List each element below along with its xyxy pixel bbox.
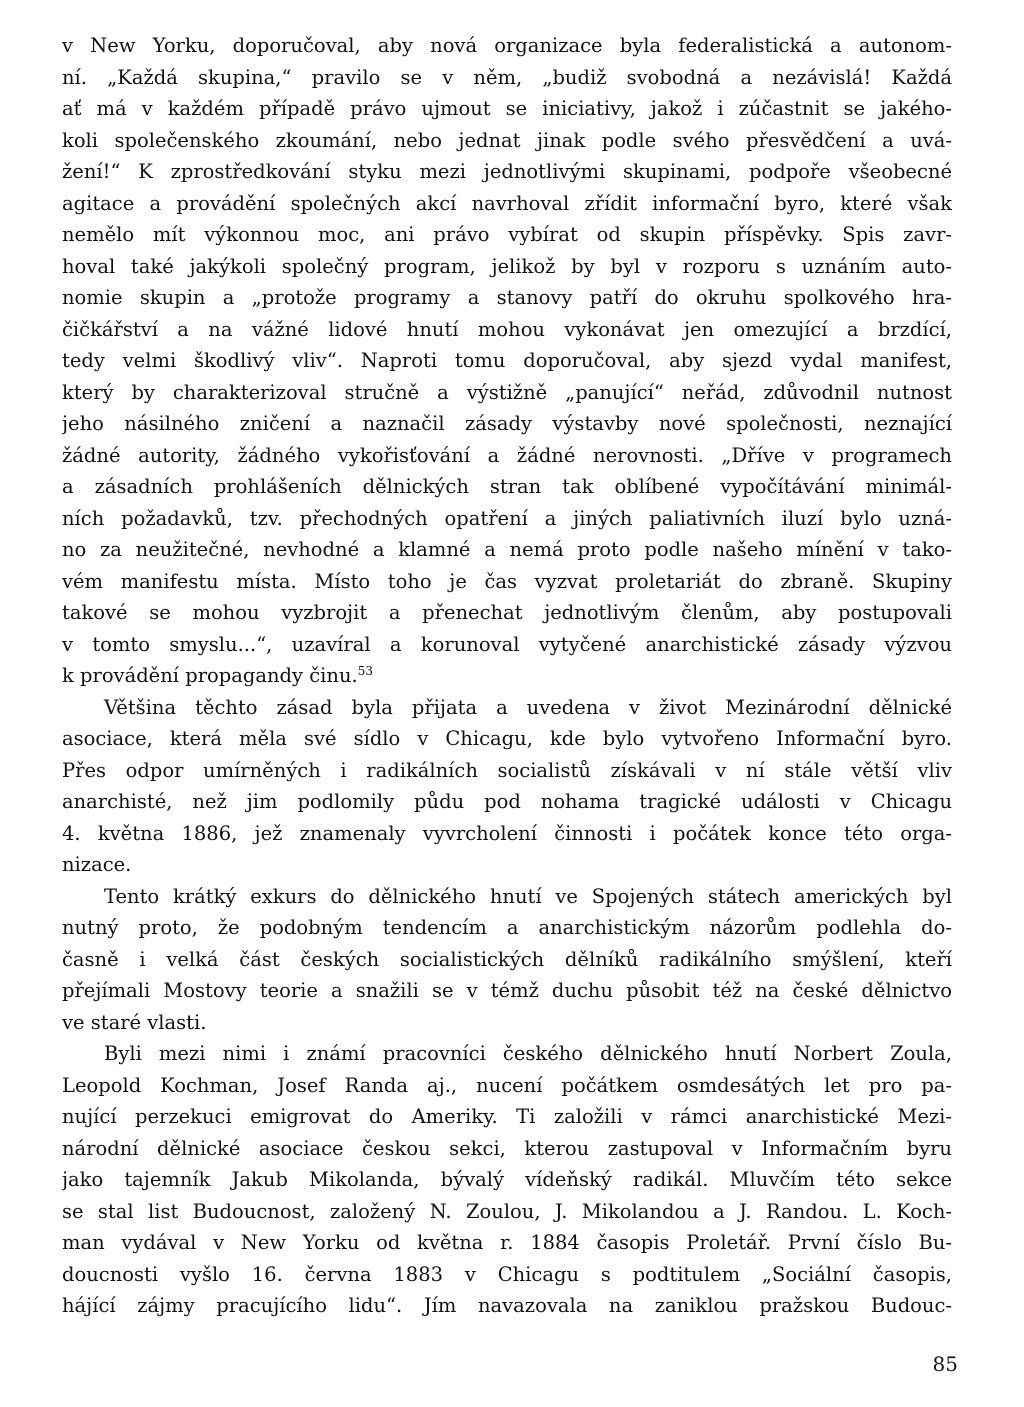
text-line-content: k provádění propagandy činu. xyxy=(62,664,358,687)
footnote-marker: 53 xyxy=(357,664,373,678)
text-line: přejímali Mostovy teorie a snažili se v témž duchu působit též na české dělnictvo xyxy=(62,979,952,1002)
paragraph-first-line: Většina těchto zásad byla přijata a uvedena v život Mezinárodní dělnické xyxy=(104,695,952,719)
text-line: vém manifestu místa. Místo toho je čas vyzvat proletariát do zbraně. Skupiny xyxy=(62,569,952,593)
text-line: 4. května 1886, jež znamenaly vyvrcholení činnosti i počátek konce této orga- xyxy=(62,821,952,845)
text-line: jeho násilného zničení a naznačil zásady výstavby nové společnosti, neznající xyxy=(62,412,952,435)
text-line: koli společenského zkoumání, nebo jednat jinak podle svého přesvědčení a uvá- xyxy=(62,128,952,152)
text-line: národní dělnické asociace českou sekci, kterou zastupoval v Informačním byru xyxy=(62,1136,952,1160)
text-line: agitace a provádění společných akcí navrhoval zřídit informační byro, které však xyxy=(62,191,952,215)
paragraph-first-line: Byli mezi nimi i známí pracovníci českého dělnického hnutí Norbert Zoula, xyxy=(104,1042,952,1065)
text-line: a zásadních prohlášeních dělnických stran tak oblíbené vypočítávání minimál- xyxy=(62,475,952,498)
text-line: žení!“ K zprostředkování styku mezi jednotlivými skupinami, podpoře všeobecné xyxy=(62,160,952,183)
text-line: ní. „Každá skupina,“ pravilo se v něm, „budiž svobodná a nezávislá! Každá xyxy=(62,65,952,89)
paragraph-end-line: ve staré vlasti. xyxy=(62,1010,207,1034)
text-line: no za neužitečné, nevhodné a klamné a nemá proto podle našeho mínění v tako- xyxy=(62,538,952,561)
text-line: hoval také jakýkoli společný program, jelikož by byl v rozporu s uznáním auto- xyxy=(62,254,952,278)
text-line: takové se mohou vyzbrojit a přenechat jednotlivým členům, aby postupovali xyxy=(62,601,952,624)
text-line: časně i velká část českých socialistických dělníků radikálního smýšlení, kteří xyxy=(62,947,952,971)
text-line: čičkářství a na vážné lidové hnutí mohou vykonávat jen omezující a brzdící, xyxy=(62,317,952,341)
text-line: nemělo mít výkonnou moc, ani právo vybírat od skupin příspěvky. Spis zavr- xyxy=(62,223,952,246)
text-line: asociace, která měla své sídlo v Chicagu, kde bylo vytvořeno Informační byro. xyxy=(62,727,952,750)
text-line: nující perzekuci emigrovat do Ameriky. Ti založili v rámci anarchistické Mezi- xyxy=(62,1105,952,1128)
paragraph-end-line: nizace. xyxy=(62,853,132,876)
page-number: 85 xyxy=(932,1352,958,1376)
body-text xyxy=(62,30,952,1322)
text-line: tedy velmi škodlivý vliv“. Naproti tomu doporučoval, aby sjezd vydal manifest, xyxy=(62,349,952,372)
text-line: ních požadavků, tzv. přechodných opatření a jiných paliativních iluzí bylo uzná- xyxy=(62,506,952,530)
paragraph-first-line: Tento krátký exkurs do dělnického hnutí ve Spojených státech amerických byl xyxy=(104,884,952,908)
text-line: se stal list Budoucnost, založený N. Zoulou, J. Mikolandou a J. Randou. L. Koch- xyxy=(62,1199,952,1223)
text-line: doucnosti vyšlo 16. června 1883 v Chicagu s podtitulem „Sociální časopis, xyxy=(62,1262,952,1286)
text-line: v tomto smyslu...“, uzavíral a korunoval vytyčené anarchistické zásady výzvou xyxy=(62,632,952,656)
text-line: nomie skupin a „protože programy a stanovy patří do okruhu spolkového hra- xyxy=(62,286,952,309)
text-line: man vydával v New Yorku od května r. 1884 časopis Proletář. První číslo Bu- xyxy=(62,1231,952,1254)
text-line: který by charakterizoval stručně a výstižně „panující“ neřád, zdůvodnil nutnost xyxy=(62,380,952,404)
paragraph-end-line xyxy=(62,660,952,692)
text-line: anarchisté, než jim podlomily půdu pod nohama tragické události v Chicagu xyxy=(62,790,952,813)
text-line: Přes odpor umírněných i radikálních socialistů získávali v ní stále větší vliv xyxy=(62,758,952,782)
text-line: v New Yorku, doporučoval, aby nová organizace byla federalistická a autonom- xyxy=(62,34,952,57)
text-line: nutný proto, že podobným tendencím a anarchistickým názorům podlehla do- xyxy=(62,916,952,939)
text-line: ať má v každém případě právo ujmout se iniciativy, jakož i zúčastnit se jakého- xyxy=(62,97,952,120)
text-line: Leopold Kochman, Josef Randa aj., nucení počátkem osmdesátých let pro pa- xyxy=(62,1073,952,1097)
text-line: jako tajemník Jakub Mikolanda, bývalý vídeňský radikál. Mluvčím této sekce xyxy=(62,1168,952,1191)
text-line: hájící zájmy pracujícího lidu“. Jím navazovala na zaniklou pražskou Budouc- xyxy=(62,1294,952,1317)
text-line: žádné autority, žádného vykořisťování a žádné nerovnosti. „Dříve v programech xyxy=(62,443,952,467)
